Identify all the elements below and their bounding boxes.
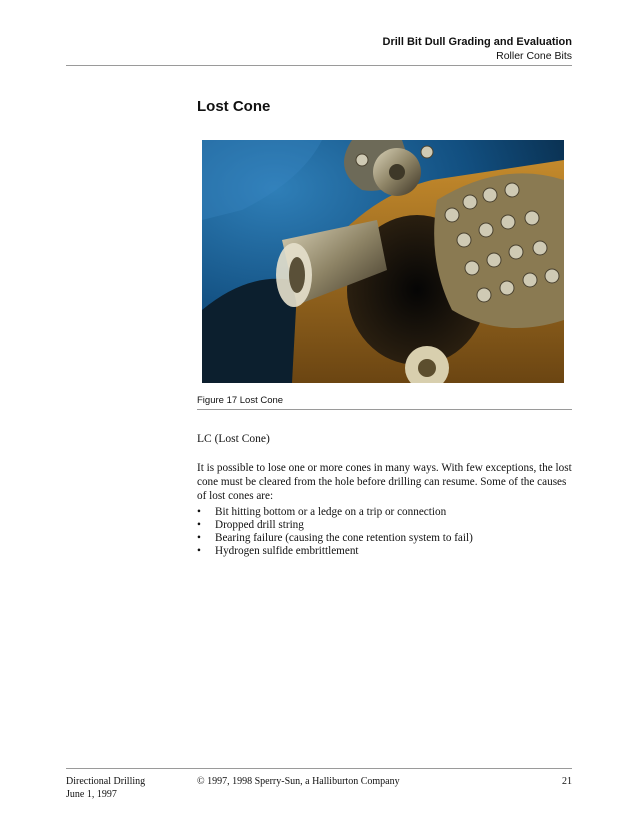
- list-item-text: Hydrogen sulfide embrittlement: [215, 545, 359, 557]
- body-paragraph: It is possible to lose one or more cones in many ways. With few exceptions, the lost cone must be cleared from the hole before drilling can resume. Some of the causes of lost cones are:: [197, 462, 572, 502]
- list-item: [197, 519, 473, 532]
- footer-copyright: © 1997, 1998 Sperry-Sun, a Halliburton Company: [197, 776, 400, 787]
- figure-caption: Figure 17 Lost Cone: [197, 395, 284, 406]
- list-item-text: Bit hitting bottom or a ledge on a trip or connection: [215, 506, 447, 518]
- list-item-text: Bearing failure (causing the cone retention system to fail): [215, 532, 473, 544]
- footer-divider: [66, 768, 572, 769]
- list-item: [197, 506, 473, 519]
- body-heading: LC (Lost Cone): [197, 433, 270, 445]
- lost-cone-photo-illustration: [202, 140, 564, 383]
- bullet-symbol: •: [197, 519, 201, 531]
- footer-publication: Directional Drilling: [66, 776, 146, 787]
- header-title: Drill Bit Dull Grading and Evaluation: [382, 36, 572, 48]
- list-item: [197, 545, 473, 558]
- section-title: Lost Cone: [197, 98, 271, 115]
- header-subtitle: Roller Cone Bits: [496, 50, 572, 62]
- footer-date: June 1, 1997: [66, 789, 117, 800]
- page-number: 21: [562, 776, 572, 787]
- caption-divider: [197, 409, 572, 410]
- bullet-symbol: •: [197, 532, 201, 544]
- bullet-symbol: •: [197, 506, 201, 518]
- bullet-symbol: •: [197, 545, 201, 557]
- list-item-text: Dropped drill string: [215, 519, 304, 531]
- lost-cone-photo: [202, 140, 564, 383]
- causes-list: [197, 506, 473, 558]
- header-divider: [66, 65, 572, 66]
- list-item: [197, 532, 473, 545]
